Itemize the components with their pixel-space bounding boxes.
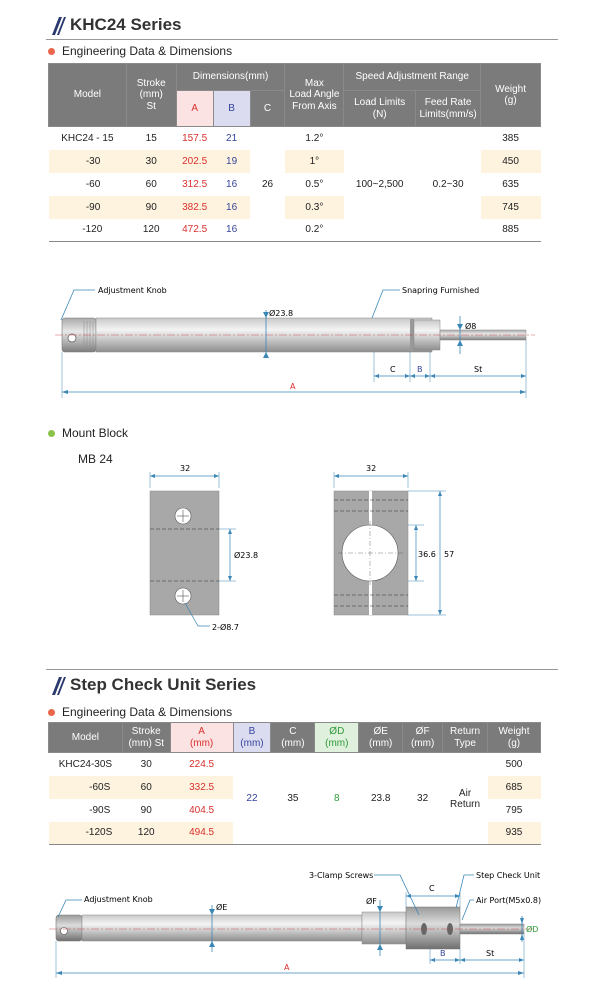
mount-h1-label: 36.6 <box>418 550 436 559</box>
step-collar-shape <box>362 912 406 944</box>
cell-c: 26 <box>261 178 274 190</box>
th-feed-rate: Feed Rate Limits(mm/s) <box>416 91 481 127</box>
th-model: Model <box>49 723 123 753</box>
cell-a: 404.5 <box>189 804 215 816</box>
mount-block-front <box>140 458 290 638</box>
khc-cylinder-diagram <box>50 280 540 410</box>
cell-b: 19 <box>213 150 250 173</box>
slash-icon <box>46 675 66 697</box>
cell-model: -120S <box>49 822 123 845</box>
label-b: B <box>417 365 423 374</box>
cell-model: -90S <box>89 804 111 816</box>
cell-weight: 935 <box>488 822 541 845</box>
khc-table <box>48 63 541 242</box>
step-cylinder-diagram <box>44 860 544 990</box>
label-a: A <box>290 382 296 391</box>
th-max-load: Max Load Angle From Axis <box>285 64 344 127</box>
cell-weight: 385 <box>502 132 519 144</box>
label-step-knob: Adjustment Knob <box>84 895 153 904</box>
mount-h2-label: 57 <box>444 550 455 559</box>
cell-stroke: 30 <box>126 150 176 173</box>
cell-model: -60S <box>49 776 123 799</box>
cell-stroke: 90 <box>140 804 152 816</box>
th-a: A <box>176 91 213 127</box>
th-f: ØF (mm) <box>403 723 443 753</box>
th-a: A (mm) <box>170 723 233 753</box>
cell-b: 16 <box>226 178 238 190</box>
label-step-st: St <box>486 949 495 958</box>
cell-weight: 685 <box>488 776 541 799</box>
step-knob-shape <box>56 915 82 941</box>
cell-a: 157.5 <box>182 132 208 144</box>
cell-stroke: 30 <box>140 758 152 770</box>
th-weight: Weight (g) <box>481 64 541 127</box>
slash-icon <box>46 15 66 37</box>
cell-a: 312.5 <box>182 178 208 190</box>
th-load-limits: Load Limits (N) <box>344 91 416 127</box>
label-rod-diameter: Ø8 <box>465 322 477 331</box>
cell-e: 23.8 <box>370 793 391 804</box>
cell-stroke: 60 <box>145 178 157 190</box>
cell-c: 35 <box>287 793 299 804</box>
step-title-rule <box>46 669 558 670</box>
table-row <box>49 127 541 150</box>
cell-a: 494.5 <box>170 822 233 845</box>
cell-angle: 1.2° <box>305 132 324 144</box>
step-table <box>48 722 541 845</box>
cell-angle: 0.5° <box>305 178 324 190</box>
th-speed-range: Speed Adjustment Range <box>344 64 481 91</box>
table-row <box>49 753 541 776</box>
cell-a: 332.5 <box>170 776 233 799</box>
cell-stroke: 120 <box>122 822 170 845</box>
label-clamp-screws: 3-Clamp Screws <box>309 871 374 880</box>
bullet-green-icon <box>48 430 55 437</box>
cell-weight: 450 <box>481 150 541 173</box>
knob-hole-shape <box>68 334 76 342</box>
th-stroke: Stroke (mm) St <box>126 64 176 127</box>
cell-f: 32 <box>417 793 429 804</box>
cell-a: 202.5 <box>176 150 213 173</box>
cell-weight: 795 <box>505 804 523 816</box>
mount-dia-label: Ø23.8 <box>234 551 259 560</box>
mount-side-width-label: 32 <box>366 464 377 473</box>
cell-stroke: 60 <box>122 776 170 799</box>
label-c: C <box>390 365 396 374</box>
khc-title-block <box>46 12 558 40</box>
cell-return: Air Return <box>450 787 481 810</box>
cell-model: KHC24 - 15 <box>61 132 114 144</box>
label-d: ØD <box>526 925 539 934</box>
mount-title-row <box>48 426 128 440</box>
label-f: ØF <box>366 897 377 906</box>
step-series-title: Step Check Unit Series <box>70 675 257 694</box>
th-b: B <box>213 91 250 127</box>
khc-subtitle-row <box>48 44 232 58</box>
cell-weight: 635 <box>502 178 519 190</box>
th-d: ØD (mm) <box>315 723 359 753</box>
cell-weight: 745 <box>481 196 541 219</box>
cell-weight: 500 <box>505 758 523 770</box>
th-c: C (mm) <box>271 723 315 753</box>
mount-model: MB 24 <box>78 452 113 466</box>
label-step-b: B <box>440 949 446 958</box>
cell-b: 21 <box>226 132 238 144</box>
bullet-red-icon <box>48 48 55 55</box>
cell-model: -120 <box>82 224 103 236</box>
label-st: St <box>474 365 483 374</box>
th-model: Model <box>49 64 127 127</box>
cell-angle: 0.3° <box>285 196 344 219</box>
mount-block-side <box>322 458 482 638</box>
label-adjustment-knob: Adjustment Knob <box>98 286 167 295</box>
label-body-diameter: Ø23.8 <box>269 309 294 318</box>
khc-title-rule <box>46 39 558 40</box>
cell-stroke: 90 <box>126 196 176 219</box>
khc-series-title: KHC24 Series <box>70 15 182 34</box>
th-e: ØE (mm) <box>359 723 403 753</box>
cell-a: 472.5 <box>182 224 208 236</box>
th-weight: Weight (g) <box>488 723 541 753</box>
cell-model: KHC24-30S <box>58 758 113 770</box>
khc-subtitle: Engineering Data & Dimensions <box>62 44 233 58</box>
step-subtitle: Engineering Data & Dimensions <box>62 705 233 719</box>
cell-stroke: 15 <box>145 132 157 144</box>
cell-a: 224.5 <box>189 758 215 770</box>
label-snapring: Snapring Furnished <box>402 286 480 295</box>
th-dimensions: Dimensions(mm) <box>176 64 285 91</box>
cell-model: -30 <box>49 150 127 173</box>
th-c: C <box>250 91 285 127</box>
label-step-check-unit: Step Check Unit <box>476 871 541 880</box>
cell-angle: 1° <box>285 150 344 173</box>
cell-b: 16 <box>213 196 250 219</box>
mount-title: Mount Block <box>62 426 129 440</box>
th-b: B (mm) <box>233 723 271 753</box>
cell-load: 100~2,500 <box>355 178 404 190</box>
cell-stroke: 120 <box>142 224 160 236</box>
step-subtitle-row <box>48 705 232 719</box>
step-knob-hole <box>61 928 68 935</box>
label-step-a: A <box>284 963 290 972</box>
cell-weight: 885 <box>502 224 519 236</box>
cell-a: 382.5 <box>176 196 213 219</box>
mount-width-label: 32 <box>180 464 191 473</box>
mount-holes-label: 2-Ø8.7 <box>212 623 239 632</box>
cell-d: 8 <box>334 793 340 804</box>
step-title-block <box>46 672 558 700</box>
bullet-red-icon <box>48 709 55 716</box>
label-step-c: C <box>429 884 435 893</box>
step-body-shape <box>82 915 362 941</box>
label-air-port: Air Port(M5x0.8) <box>476 896 542 905</box>
cell-model: -60 <box>85 178 101 190</box>
cell-feed: 0.2~30 <box>432 178 464 190</box>
th-return: Return Type <box>443 723 488 753</box>
cell-b: 22 <box>246 793 258 804</box>
cell-angle: 0.2° <box>305 224 324 236</box>
cell-b: 16 <box>226 224 238 236</box>
label-e: ØE <box>216 903 228 912</box>
cell-model: -90 <box>49 196 127 219</box>
th-stroke: Stroke (mm) St <box>122 723 170 753</box>
